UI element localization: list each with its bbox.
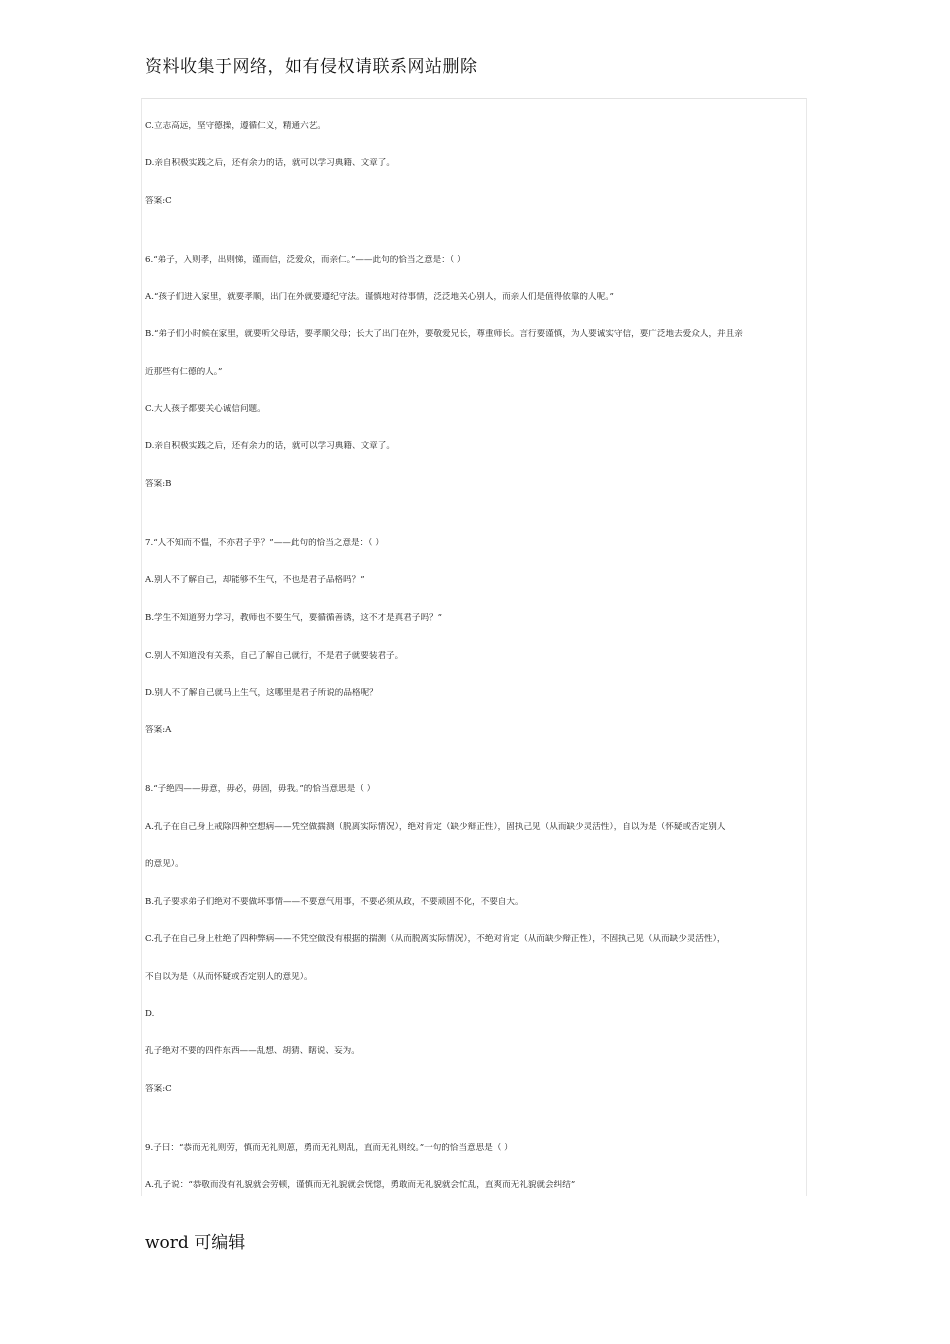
answer-q7: 答案:A [145, 725, 172, 735]
option-d-q7: D.别人不了解自己就马上生气，这哪里是君子所说的品格呢？ [145, 688, 378, 698]
option-b-q8: B.孔子要求弟子们绝对不要做坏事情——不要意气用事，不要必须从政，不要顽固不化，不要自大。 [145, 897, 524, 907]
option-d-q5: D.亲自积极实践之后，还有余力的话，就可以学习典籍、文章了。 [145, 158, 395, 168]
option-d-q8-cont: 孔子绝对不要的四件东西——乱想、胡猜、瞎说、妄为。 [145, 1046, 360, 1056]
page-footer: word 可编辑 [145, 1233, 246, 1253]
option-a-q6: A.“孩子们进入家里，就要孝顺，出门在外就要遵纪守法。谨慎地对待事情，泛泛地关心别人，而亲人们是值得依靠的人呢。” [145, 292, 614, 302]
option-c-q7: C.别人不知道没有关系，自己了解自己就行，不是君子就要装君子。 [145, 651, 404, 661]
option-b-q6-cont: 近那些有仁德的人。” [145, 367, 223, 377]
answer-q6: 答案:B [145, 479, 172, 489]
option-a-q9: A.孔子说：“恭敬而没有礼貌就会劳顿，谨慎而无礼貌就会恍惚，勇敢而无礼貌就会忙乱，直爽而无礼貌就会纠结” [145, 1180, 576, 1190]
option-c-q5: C.立志高远，坚守德操，遵循仁义，精通六艺。 [145, 121, 326, 131]
option-c-q8: C.孔子在自己身上杜绝了四种弊病——不凭空做没有根据的揣测（从而脱离实际情况），不绝对肯定（从而缺少辩正性），不固执己见（从而缺少灵活性）， [145, 934, 726, 944]
question-7: 7.“人不知而不愠，不亦君子乎？”——此句的恰当之意是：（ ） [145, 538, 384, 548]
question-8: 8.“子绝四——毋意，毋必，毋固，毋我。”的恰当意思是（ ） [145, 784, 376, 794]
answer-q8: 答案:C [145, 1084, 172, 1094]
option-d-q6: D.亲自积极实践之后，还有余力的话，就可以学习典籍、文章了。 [145, 441, 395, 451]
option-b-q6: B.“弟子们小时候在家里，就要听父母话，要孝顺父母；长大了出门在外，要敬爱兄长，尊重师长。言行要谨慎，为人要诚实守信，要广泛地去爱众人，并且亲 [145, 329, 743, 339]
question-9: 9.子曰：“恭而无礼则劳，慎而无礼则葸，勇而无礼则乱，直而无礼则绞。”一句的恰当意思是（ ） [145, 1143, 513, 1153]
option-d-q8: D. [145, 1009, 155, 1019]
answer-q5: 答案:C [145, 196, 172, 206]
question-6: 6.“弟子，入则孝，出则悌，谨而信，泛爱众，而亲仁。”——此句的恰当之意是：（ ） [145, 255, 466, 265]
option-c-q8-cont: 不自以为是（从而怀疑或否定别人的意见）。 [145, 972, 313, 982]
option-b-q7: B.学生不知道努力学习，教师也不要生气，要循循善诱，这不才是真君子吗？” [145, 613, 443, 623]
option-a-q8-cont: 的意见）。 [145, 859, 184, 869]
option-c-q6: C.大人孩子都要关心诚信问题。 [145, 404, 266, 414]
option-a-q7: A.别人不了解自己，却能够不生气，不也是君子品格吗？” [145, 575, 365, 585]
option-a-q8: A.孔子在自己身上戒除四种空想病——凭空做揣测（脱离实际情况），绝对肯定（缺少辩正性），固执己见（从而缺少灵活性），自以为是（怀疑或否定别人 [145, 822, 726, 832]
page-header: 资料收集于网络，如有侵权请联系网站删除 [145, 57, 478, 77]
